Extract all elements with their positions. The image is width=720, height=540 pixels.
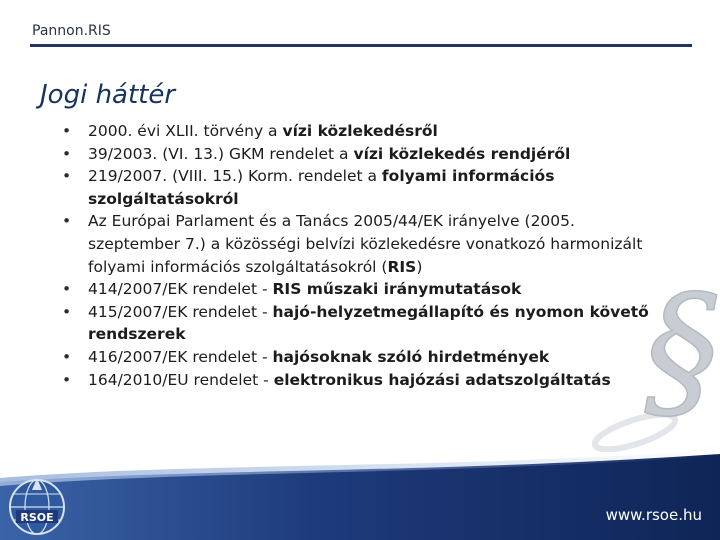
svg-text:§: § bbox=[644, 282, 720, 438]
website-link[interactable]: www.rsoe.hu bbox=[605, 506, 702, 524]
bullet-text: 39/2003. (VI. 13.) GKM rendelet a bbox=[88, 144, 354, 163]
bullet-emphasis: vízi közlekedés rendjéről bbox=[353, 144, 571, 163]
bullet-emphasis: hajó-helyzetmegállapító és nyomon követő rendszerek bbox=[88, 302, 649, 344]
bullet-emphasis: RIS műszaki iránymutatások bbox=[272, 280, 522, 299]
list-item bbox=[62, 120, 662, 143]
logo-text: RSOE bbox=[20, 511, 54, 524]
bullet-text: 414/2007/EK rendelet - bbox=[88, 280, 273, 299]
list-item bbox=[62, 143, 662, 166]
bullet-emphasis: hajósoknak szóló hirdetmények bbox=[272, 347, 550, 366]
list-item bbox=[62, 210, 662, 278]
header-divider bbox=[30, 44, 692, 47]
list-item bbox=[62, 369, 662, 392]
bullet-text: Az Európai Parlament és a Tanács 2005/44/EK irányelve (2005. szeptember 7.) a közösségi belvízi közlekedésre vonatkozó harmonizált folyami információs szolgáltatásokról ( bbox=[88, 212, 643, 276]
bullet-text: 219/2007. (VIII. 15.) Korm. rendelet a bbox=[88, 167, 382, 186]
bullet-emphasis: RIS bbox=[387, 257, 417, 276]
rsoe-globe-logo-icon bbox=[6, 476, 68, 538]
bullet-emphasis: folyami információs szolgáltatásokról bbox=[88, 167, 555, 208]
bullet-text: ) bbox=[416, 257, 423, 276]
legal-background-list bbox=[62, 120, 662, 391]
list-item bbox=[62, 301, 662, 346]
bullet-emphasis: elektronikus hajózási adatszolgáltatás bbox=[273, 370, 611, 389]
list-item bbox=[62, 346, 662, 369]
bullet-text: 164/2010/EU rendelet - bbox=[88, 370, 274, 389]
brand-label: Pannon.RIS bbox=[32, 23, 111, 39]
list-item bbox=[62, 278, 662, 301]
page-title: Jogi háttér bbox=[40, 80, 176, 110]
bullet-emphasis: vízi közlekedésről bbox=[282, 122, 438, 140]
bullet-text: 416/2007/EK rendelet - bbox=[88, 347, 273, 366]
bullet-text: 415/2007/EK rendelet - bbox=[88, 302, 273, 321]
bullet-text: 2000. évi XLII. törvény a bbox=[88, 122, 283, 140]
list-item bbox=[62, 165, 662, 210]
footer-band bbox=[0, 448, 720, 540]
